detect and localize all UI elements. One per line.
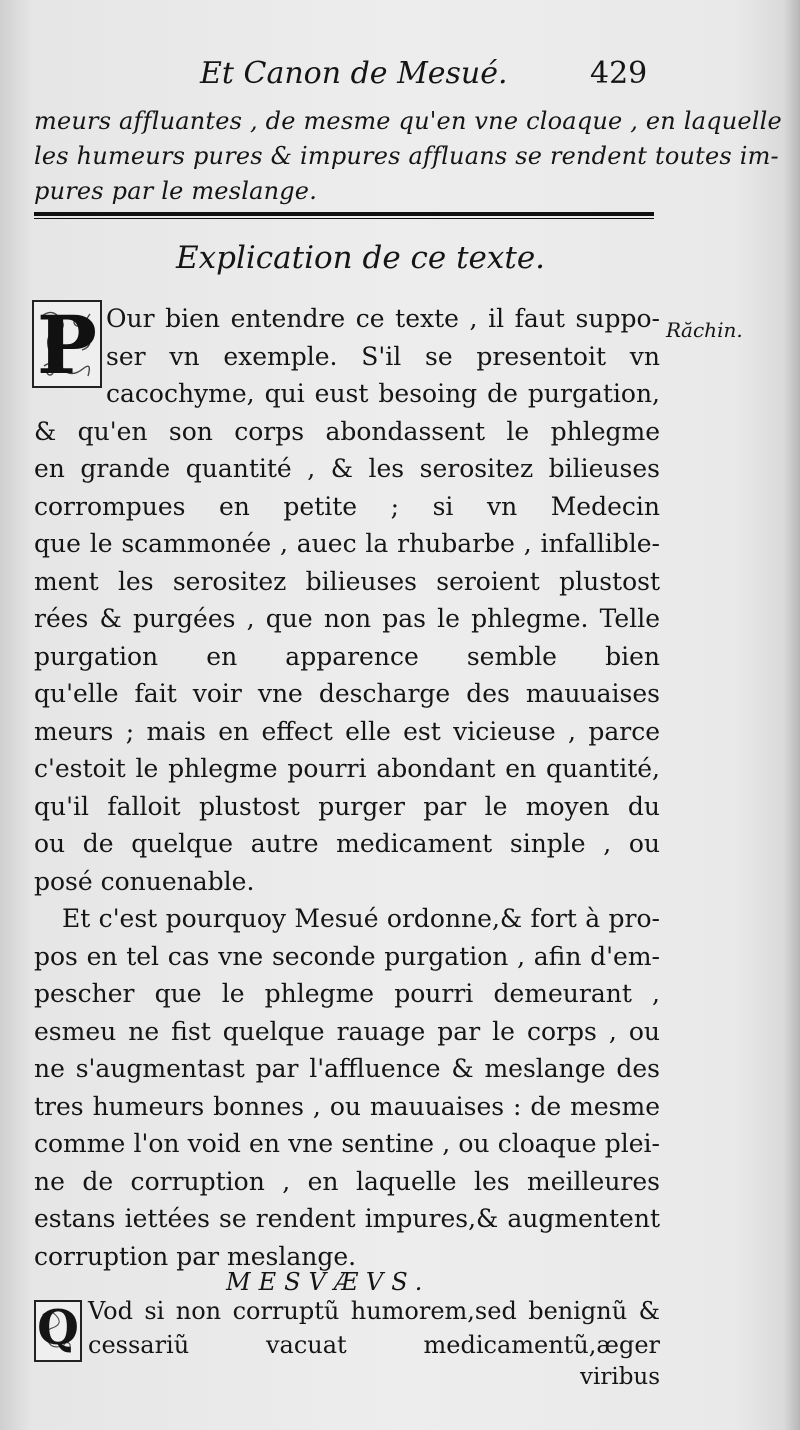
body-line: en grande quantité , & les serositez bilieuses (34, 454, 660, 483)
continued-line: meurs affluantes , de mesme qu'en vne cloaque , en laquelle (34, 107, 782, 135)
body-line: esmeu ne fist quelque rauage par le corps , ou (34, 1016, 660, 1046)
catchword: viribus (580, 1364, 661, 1390)
quote-line: Vod si non corruptũ humorem,sed benignũ & (88, 1297, 660, 1325)
running-head (0, 56, 800, 96)
attribution-heading: MESVÆVS. (226, 1268, 431, 1296)
body-line: tres humeurs bonnes , ou mauuaises : de mesme (34, 1091, 660, 1121)
body-line: pos en tel cas vne seconde purgation , afin d'em- (34, 941, 660, 971)
continued-line: les humeurs pures & impures affluans se rendent toutes im- (34, 142, 779, 170)
continued-text (34, 104, 782, 209)
body-text (34, 300, 660, 1275)
body-line: ou de quelque autre medicament sinple , ou (34, 829, 660, 858)
section-divider (34, 212, 654, 219)
body-line: & qu'en son corps abondassent le phlegme (34, 416, 660, 446)
body-line: qu'elle fait voir vne descharge des mauuaises (34, 679, 660, 708)
running-title: Et Canon de Mesué. (200, 56, 508, 91)
margin-note: Răchin. (666, 318, 743, 342)
body-line: ser vn exemple. S'il se presentoit vn (106, 341, 660, 371)
body-line: meurs ; mais en effect elle est vicieuse , parce (34, 716, 660, 746)
page-edge-shadow (784, 0, 800, 1430)
body-line: c'estoit le phlegme pourri abondant en quantité, (34, 754, 660, 783)
body-line: corruption par meslange. (34, 1241, 357, 1271)
ornamental-initial-small (34, 1300, 82, 1362)
body-line: rées & purgées , que non pas le phlegme. Telle (34, 604, 660, 633)
body-line: posé conuenable. (34, 866, 255, 896)
body-line: que le scammonée , auec la rhubarbe , infallible- (34, 529, 660, 558)
body-line: purgation en apparence semble bien (34, 641, 660, 671)
quote-line: cessariũ vacuat medicamentũ,æger (88, 1331, 660, 1359)
body-line: estans iettées se rendent impures,& augmentent (34, 1204, 660, 1233)
continued-line: pures par le meslange. (34, 177, 318, 205)
dropcap-letter: P (36, 298, 98, 392)
body-line: qu'il falloit plustost purger par le moyen du (34, 791, 660, 821)
ornamental-initial (32, 298, 102, 392)
body-line: ment les serositez bilieuses seroient plustost (34, 566, 660, 596)
section-heading: Explication de ce texte. (176, 240, 546, 276)
quoted-latin-text (34, 1294, 660, 1362)
body-line: comme l'on void en vne sentine , ou cloaque plei- (34, 1129, 660, 1158)
page-number: 429 (590, 56, 648, 91)
body-line: corrompues en petite ; si vn Medecin (34, 491, 660, 521)
body-line: pescher que le phlegme pourri demeurant , (34, 979, 660, 1008)
body-line: ne s'augmentast par l'affluence & meslange des (34, 1054, 660, 1083)
body-line: ne de corruption , en laquelle les meilleures (34, 1166, 660, 1196)
body-line: Et c'est pourquoy Mesué ordonne,& fort à pro- (62, 904, 660, 933)
body-line: Our bien entendre ce texte , il faut suppo- (106, 304, 660, 333)
dropcap-letter: Q (37, 1300, 79, 1356)
body-line: cacochyme, qui eust besoing de purgation, (106, 379, 660, 408)
